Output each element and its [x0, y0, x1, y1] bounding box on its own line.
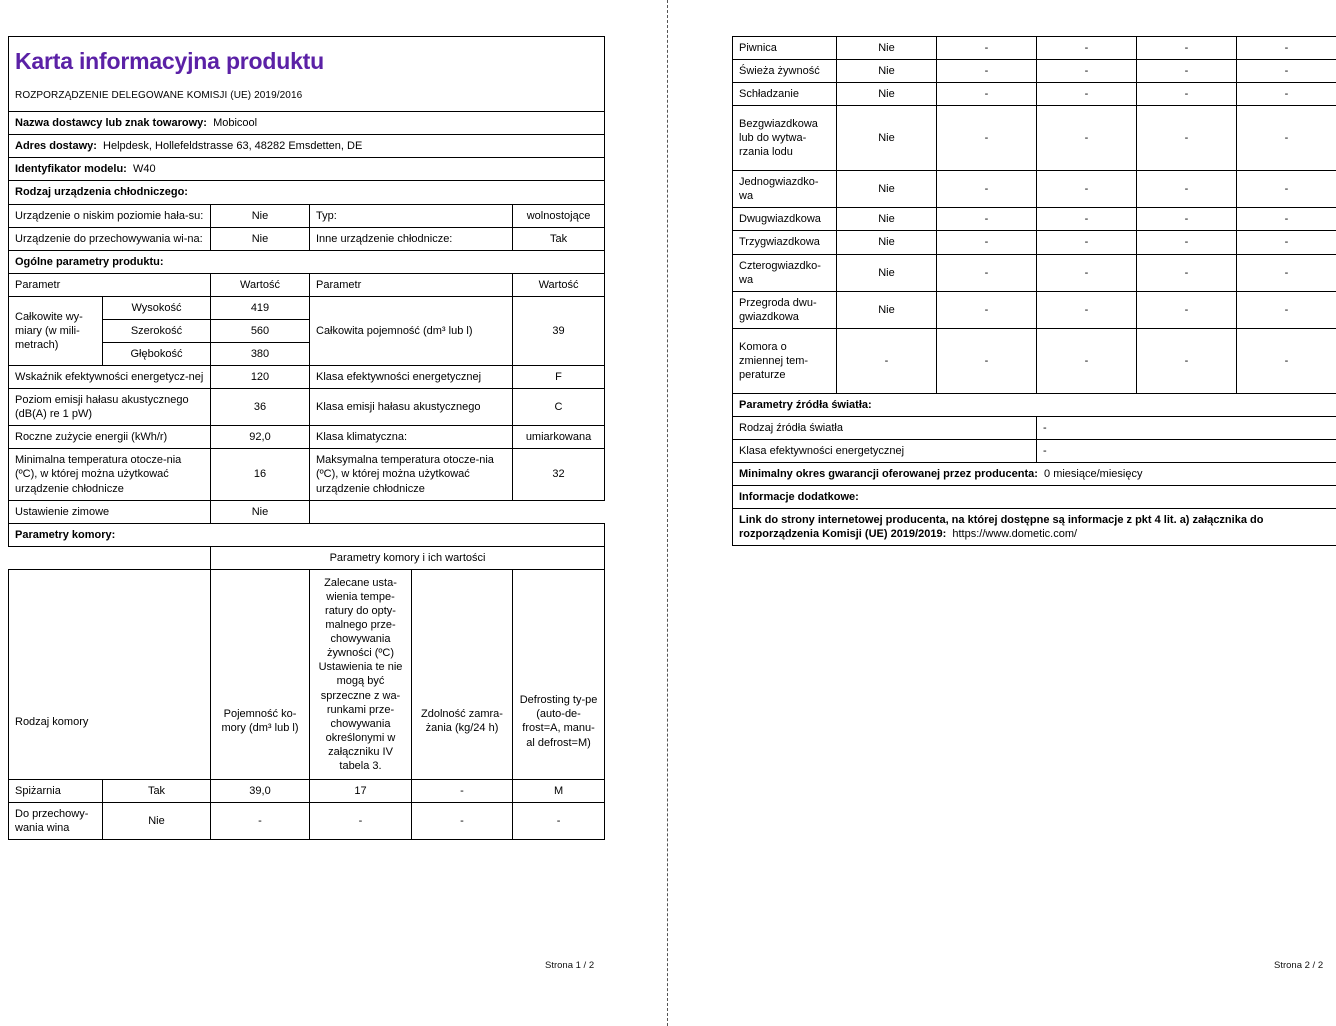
- min-temp-label: Minimalna temperatura otocze-nia (ºC), w której można użytkować urządzenie chłodnicze: [9, 449, 211, 500]
- warranty-value: 0 miesiące/miesięcy: [1044, 468, 1143, 481]
- chamber-temp: -: [1037, 291, 1137, 328]
- max-temp-label: Maksymalna temperatura otocze-nia (ºC), w której można użytkować urządzenie chłodnicze: [310, 449, 513, 500]
- chamber-defrost: -: [1237, 291, 1336, 328]
- chamber-name: Świeża żywność: [733, 60, 837, 83]
- chamber-capacity: -: [937, 208, 1037, 231]
- subtitle-cell: [9, 86, 605, 111]
- chamber-present: Nie: [837, 171, 937, 208]
- chamber-row-two-star: [733, 208, 1336, 231]
- chamber-capacity: -: [211, 803, 310, 840]
- chamber-capacity: -: [937, 291, 1037, 328]
- chamber-row-one-star: [733, 171, 1336, 208]
- eei-value: 120: [211, 366, 310, 389]
- min-temp-value: 16: [211, 449, 310, 500]
- model-cell: [9, 158, 605, 181]
- chamber-capacity: -: [937, 254, 1037, 291]
- low-noise-row: [9, 204, 605, 227]
- page-1: [8, 36, 604, 840]
- general-col-value1: Wartość: [211, 273, 310, 296]
- chamber-temp: -: [1037, 231, 1137, 254]
- eei-label: Wskaźnik efektywności energetycz-nej: [9, 366, 211, 389]
- height-label: Wysokość: [103, 296, 211, 319]
- other-appliance-value: Tak: [513, 227, 605, 250]
- chamber-freeze: -: [1137, 328, 1237, 393]
- footer-page-2: Strona 2 / 2: [1274, 960, 1324, 971]
- manufacturer-link-row: [733, 509, 1336, 546]
- chamber-temp: -: [1037, 60, 1137, 83]
- chamber-defrost: -: [1237, 60, 1336, 83]
- winter-setting-row: [9, 500, 605, 523]
- chamber-group-spacer: [9, 546, 211, 569]
- chamber-name: Dwugwiazdkowa: [733, 208, 837, 231]
- max-temp-value: 32: [513, 449, 605, 500]
- supplier-name-cell: [9, 112, 605, 135]
- chamber-section-label: Parametry komory:: [9, 523, 605, 546]
- general-section-label: Ogólne parametry produktu:: [9, 250, 605, 273]
- chamber-capacity: -: [937, 60, 1037, 83]
- chamber-temp: -: [1037, 254, 1137, 291]
- regulation-subtitle: ROZPORZĄDZENIE DELEGOWANE KOMISJI (UE) 2019/2016: [15, 90, 303, 102]
- general-col-param2: Parametr: [310, 273, 513, 296]
- chamber-row-zero-star: [733, 106, 1336, 171]
- width-value: 560: [211, 319, 310, 342]
- general-col-value2: Wartość: [513, 273, 605, 296]
- noise-class-label: Klasa emisji hałasu akustycznego: [310, 389, 513, 426]
- chamber-defrost: -: [1237, 328, 1336, 393]
- chamber-capacity: 39,0: [211, 779, 310, 802]
- chamber-col-capacity: Pojemność ko-mory (dm³ lub l): [211, 569, 310, 779]
- chamber-capacity: -: [937, 106, 1037, 171]
- type-label: Typ:: [310, 204, 513, 227]
- light-source-type-label: Rodzaj źródła światła: [733, 416, 1037, 439]
- chamber-freeze: -: [1137, 208, 1237, 231]
- chamber-defrost: -: [1237, 37, 1336, 60]
- chamber-row-wine: [9, 803, 605, 840]
- annual-energy-label: Roczne zużycie energii (kWh/r): [9, 426, 211, 449]
- warranty-cell: [733, 463, 1336, 486]
- type-value: wolnostojące: [513, 204, 605, 227]
- chamber-row-four-star: [733, 254, 1336, 291]
- manufacturer-link-cell: [733, 509, 1336, 546]
- page-title: Karta informacyjna produktu: [15, 48, 324, 74]
- chamber-capacity: -: [937, 328, 1037, 393]
- light-source-class-value: -: [1037, 440, 1336, 463]
- chamber-name: Piwnica: [733, 37, 837, 60]
- noise-label: Poziom emisji hałasu akustycznego (dB(A) re 1 pW): [9, 389, 211, 426]
- chamber-name: Jednogwiazdko-wa: [733, 171, 837, 208]
- footer-page-1: Strona 1 / 2: [545, 960, 595, 971]
- chamber-name: Spiżarnia: [9, 779, 103, 802]
- chamber-freeze: -: [412, 779, 513, 802]
- chamber-row-pantry: [9, 779, 605, 802]
- wine-storage-value: Nie: [211, 227, 310, 250]
- supplier-address-value: Helpdesk, Hollefeldstrasse 63, 48282 Emsdetten, DE: [103, 140, 363, 153]
- chamber-row-chill: [733, 83, 1336, 106]
- supplier-address-cell: [9, 135, 605, 158]
- chamber-temp: -: [1037, 208, 1137, 231]
- chamber-freeze: -: [1137, 291, 1237, 328]
- chamber-present: Nie: [837, 231, 937, 254]
- annual-energy-value: 92,0: [211, 426, 310, 449]
- general-section-row: [9, 250, 605, 273]
- chamber-row-variable-temp: [733, 328, 1336, 393]
- chamber-present: Nie: [837, 106, 937, 171]
- chamber-temp: 17: [310, 779, 412, 802]
- warranty-label: Minimalny okres gwarancji oferowanej przez producenta:: [739, 468, 1038, 481]
- product-fiche-table-page1: [8, 36, 605, 840]
- chamber-col-temp: Zalecane usta-wienia tempe-ratury do opty-malnego prze-chowywania żywności (ºC) Ustawienia te nie mogą być sprzeczne z wa-runkami prze-chowywania określonymi w załączniku IV tabela 3.: [310, 569, 412, 779]
- eei-row: [9, 366, 605, 389]
- chamber-defrost: -: [1237, 231, 1336, 254]
- chamber-name: Komora o zmiennej tem-peraturze: [733, 328, 837, 393]
- total-volume-value: 39: [513, 296, 605, 365]
- supplier-name-value: Mobicool: [213, 117, 258, 130]
- chamber-temp: -: [1037, 37, 1137, 60]
- supplier-name-label: Nazwa dostawcy lub znak towarowy:: [15, 117, 207, 130]
- energy-class-label: Klasa efektywności energetycznej: [310, 366, 513, 389]
- chamber-temp: -: [1037, 171, 1137, 208]
- supplier-address-row: [9, 135, 605, 158]
- noise-row: [9, 389, 605, 426]
- low-noise-value: Nie: [211, 204, 310, 227]
- low-noise-label: Urządzenie o niskim poziomie hała-su:: [9, 204, 211, 227]
- chamber-present: Nie: [837, 37, 937, 60]
- additional-section-label: Informacje dodatkowe:: [733, 486, 1336, 509]
- chamber-row-two-star-section: [733, 291, 1336, 328]
- light-source-class-row: [733, 440, 1336, 463]
- dimensions-label: Całkowite wy-miary (w mili-metrach): [9, 296, 103, 365]
- chamber-section-row: [9, 523, 605, 546]
- chamber-group-header: Parametry komory i ich wartości: [211, 546, 605, 569]
- page-divider: [667, 0, 668, 1026]
- chamber-name: Czterogwiazdko-wa: [733, 254, 837, 291]
- chamber-temp: -: [1037, 328, 1137, 393]
- chamber-present: -: [837, 328, 937, 393]
- subtitle-row: [9, 86, 605, 111]
- chamber-col-type: Rodzaj komory: [9, 569, 211, 779]
- chamber-freeze: -: [1137, 254, 1237, 291]
- chamber-capacity: -: [937, 37, 1037, 60]
- chamber-temp: -: [1037, 106, 1137, 171]
- chamber-row-cellar: [733, 37, 1336, 60]
- dimensions-height-row: [9, 296, 605, 319]
- light-source-section-label: Parametry źródła światła:: [733, 393, 1336, 416]
- chamber-present: Nie: [837, 254, 937, 291]
- light-source-class-label: Klasa efektywności energetycznej: [733, 440, 1037, 463]
- title-row: [9, 37, 605, 87]
- chamber-group-header-row: [9, 546, 605, 569]
- chamber-name: Bezgwiazdkowa lub do wytwa-rzania lodu: [733, 106, 837, 171]
- noise-class-value: C: [513, 389, 605, 426]
- chamber-defrost: -: [513, 803, 605, 840]
- chamber-freeze: -: [1137, 106, 1237, 171]
- width-label: Szerokość: [103, 319, 211, 342]
- chamber-freeze: -: [1137, 37, 1237, 60]
- wine-storage-row: [9, 227, 605, 250]
- light-source-section-row: [733, 393, 1336, 416]
- winter-setting-value: Nie: [211, 500, 310, 523]
- wine-storage-label: Urządzenie do przechowywania wi-na:: [9, 227, 211, 250]
- chamber-name: Trzygwiazdkowa: [733, 231, 837, 254]
- manufacturer-link-label: Link do strony internetowej producenta, na której dostępne są informacje z pkt 4 lit. a) załącznika do rozporządzenia Komisji (UE) 2019/2019:: [739, 514, 1264, 541]
- chamber-row-three-star: [733, 231, 1336, 254]
- climate-class-label: Klasa klimatyczna:: [310, 426, 513, 449]
- general-header-row: [9, 273, 605, 296]
- model-label: Identyfikator modelu:: [15, 163, 127, 176]
- model-value: W40: [132, 163, 156, 176]
- chamber-present: Nie: [837, 83, 937, 106]
- chamber-name: Przegroda dwu-gwiazdkowa: [733, 291, 837, 328]
- chamber-present: Nie: [837, 291, 937, 328]
- chamber-capacity: -: [937, 231, 1037, 254]
- chamber-freeze: -: [1137, 83, 1237, 106]
- page-2: [732, 36, 1336, 546]
- chamber-capacity: -: [937, 171, 1037, 208]
- energy-class-value: F: [513, 366, 605, 389]
- chamber-defrost: -: [1237, 83, 1336, 106]
- chamber-present: Nie: [837, 60, 937, 83]
- other-appliance-label: Inne urządzenie chłodnicze:: [310, 227, 513, 250]
- warranty-row: [733, 463, 1336, 486]
- supplier-address-label: Adres dostawy:: [15, 140, 97, 153]
- chamber-defrost: -: [1237, 171, 1336, 208]
- chamber-name: Schładzanie: [733, 83, 837, 106]
- height-value: 419: [211, 296, 310, 319]
- additional-section-row: [733, 486, 1336, 509]
- chamber-capacity: -: [937, 83, 1037, 106]
- winter-setting-label: Ustawienie zimowe: [9, 500, 211, 523]
- appliance-type-section-row: [9, 181, 605, 204]
- noise-value: 36: [211, 389, 310, 426]
- annual-energy-row: [9, 426, 605, 449]
- supplier-name-row: [9, 112, 605, 135]
- depth-value: 380: [211, 343, 310, 366]
- chamber-defrost: M: [513, 779, 605, 802]
- winter-setting-spacer: [310, 500, 605, 523]
- chamber-temp: -: [310, 803, 412, 840]
- chamber-defrost: -: [1237, 106, 1336, 171]
- chamber-row-fresh-food: [733, 60, 1336, 83]
- depth-label: Głębokość: [103, 343, 211, 366]
- model-row: [9, 158, 605, 181]
- chamber-defrost: -: [1237, 208, 1336, 231]
- general-col-param1: Parametr: [9, 273, 211, 296]
- chamber-header-row: [9, 569, 605, 779]
- title-cell: [9, 37, 605, 87]
- chamber-freeze: -: [1137, 60, 1237, 83]
- chamber-freeze: -: [1137, 231, 1237, 254]
- light-source-type-row: [733, 416, 1336, 439]
- chamber-name: Do przechowy-wania wina: [9, 803, 103, 840]
- chamber-present: Nie: [837, 208, 937, 231]
- product-fiche-table-page2: [732, 36, 1336, 546]
- ambient-temp-row: [9, 449, 605, 500]
- chamber-defrost: -: [1237, 254, 1336, 291]
- appliance-type-section-label: Rodzaj urządzenia chłodniczego:: [9, 181, 605, 204]
- chamber-freeze: -: [1137, 171, 1237, 208]
- chamber-present: Nie: [103, 803, 211, 840]
- climate-class-value: umiarkowana: [513, 426, 605, 449]
- manufacturer-link-value[interactable]: https://www.dometic.com/: [952, 528, 1078, 541]
- total-volume-label: Całkowita pojemność (dm³ lub l): [310, 296, 513, 365]
- chamber-col-freeze: Zdolność zamra-żania (kg/24 h): [412, 569, 513, 779]
- chamber-freeze: -: [412, 803, 513, 840]
- chamber-col-defrost: Defrosting ty-pe (auto-de-frost=A, manu-al defrost=M): [513, 569, 605, 779]
- chamber-temp: -: [1037, 83, 1137, 106]
- light-source-type-value: -: [1037, 416, 1336, 439]
- chamber-present: Tak: [103, 779, 211, 802]
